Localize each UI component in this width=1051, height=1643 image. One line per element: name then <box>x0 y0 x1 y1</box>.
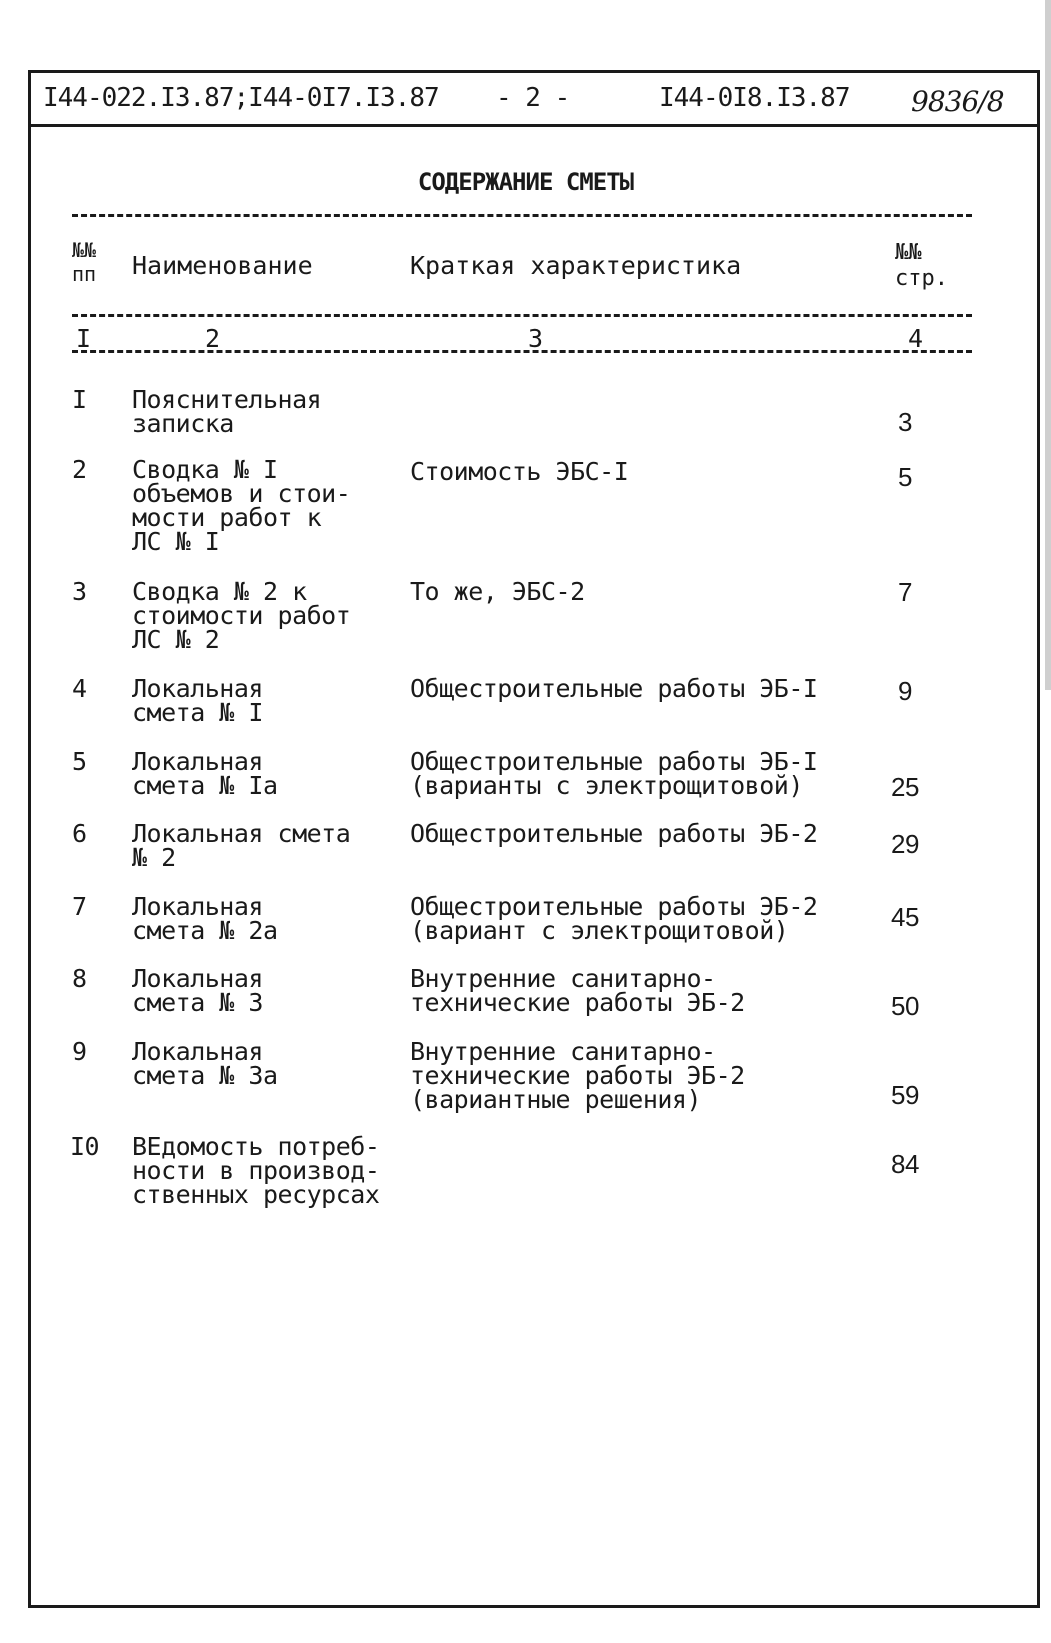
inventory-number: 9836/8 <box>911 85 1004 118</box>
page-title: СОДЕРЖАНИЕ СМЕТЫ <box>417 168 634 196</box>
row-8-page: 50 <box>891 991 919 1021</box>
row-6-num: 6 <box>72 819 87 848</box>
row-7-desc: Общестроительные работы ЭБ-2 (вариант с электрощитовой) <box>410 892 818 945</box>
row-1-page: 3 <box>898 407 912 437</box>
row-6-page: 29 <box>891 829 919 859</box>
row-9-page: 59 <box>891 1080 919 1110</box>
row-7-page: 45 <box>891 902 919 932</box>
column-number-4: 4 <box>908 324 924 353</box>
scan-edge <box>1045 0 1051 690</box>
row-9-name: Локальная смета № 3а <box>132 1037 278 1090</box>
row-8-name: Локальная смета № 3 <box>132 964 263 1017</box>
row-4-desc: Общестроительные работы ЭБ-I <box>410 674 818 703</box>
row-7-name: Локальная смета № 2а <box>132 892 278 945</box>
row-3-page: 7 <box>898 577 912 607</box>
row-4-num: 4 <box>72 674 87 703</box>
column-header-desc: Краткая характеристика <box>410 251 742 280</box>
row-10-num: I0 <box>70 1132 100 1161</box>
row-5-page: 25 <box>891 772 919 802</box>
table-top-rule <box>72 214 972 217</box>
column-header-name: Наименование <box>132 251 313 280</box>
column-number-2: 2 <box>205 324 221 353</box>
row-8-num: 8 <box>72 964 87 993</box>
column-number-rule <box>72 350 972 353</box>
stamp-header <box>31 73 1037 127</box>
row-5-num: 5 <box>72 747 87 776</box>
row-4-page: 9 <box>898 676 912 706</box>
column-number-1: I <box>76 324 92 353</box>
column-header-page: №№ стр. <box>895 240 948 291</box>
row-2-name: Сводка № I объемов и стои- мости работ к ЛС № I <box>132 455 351 556</box>
project-code-right: I44-0I8.I3.87 <box>659 83 850 113</box>
row-5-desc: Общестроительные работы ЭБ-I (варианты с электрощитовой) <box>410 747 818 800</box>
row-3-num: 3 <box>72 577 87 606</box>
row-10-page: 84 <box>891 1149 919 1179</box>
row-3-desc: То же, ЭБС-2 <box>410 577 585 606</box>
page-marker: - 2 - <box>496 83 570 113</box>
row-1-name: Пояснительная записка <box>132 385 322 438</box>
row-2-num: 2 <box>72 455 87 484</box>
row-7-num: 7 <box>72 892 87 921</box>
row-10-name: ВЕдомость потреб- ности в производ- ственных ресурсах <box>132 1132 380 1209</box>
column-header-num: №№ пп <box>72 238 97 286</box>
row-8-desc: Внутренние санитарно- технические работы ЭБ-2 <box>410 964 745 1017</box>
project-code-left: I44-022.I3.87;I44-0I7.I3.87 <box>43 83 439 113</box>
row-5-name: Локальная смета № Iа <box>132 747 278 800</box>
row-1-num: I <box>72 385 87 414</box>
header-rule <box>72 314 972 317</box>
row-6-desc: Общестроительные работы ЭБ-2 <box>410 819 818 848</box>
row-3-name: Сводка № 2 к стоимости работ ЛС № 2 <box>132 577 351 654</box>
row-9-num: 9 <box>72 1037 87 1066</box>
row-2-desc: Стоимость ЭБС-I <box>410 457 629 486</box>
row-9-desc: Внутренние санитарно- технические работы ЭБ-2 (вариантные решения) <box>410 1037 745 1114</box>
row-2-page: 5 <box>898 462 912 492</box>
row-4-name: Локальная смета № I <box>132 674 263 727</box>
column-number-3: 3 <box>528 324 544 353</box>
row-6-name: Локальная смета № 2 <box>132 819 351 872</box>
